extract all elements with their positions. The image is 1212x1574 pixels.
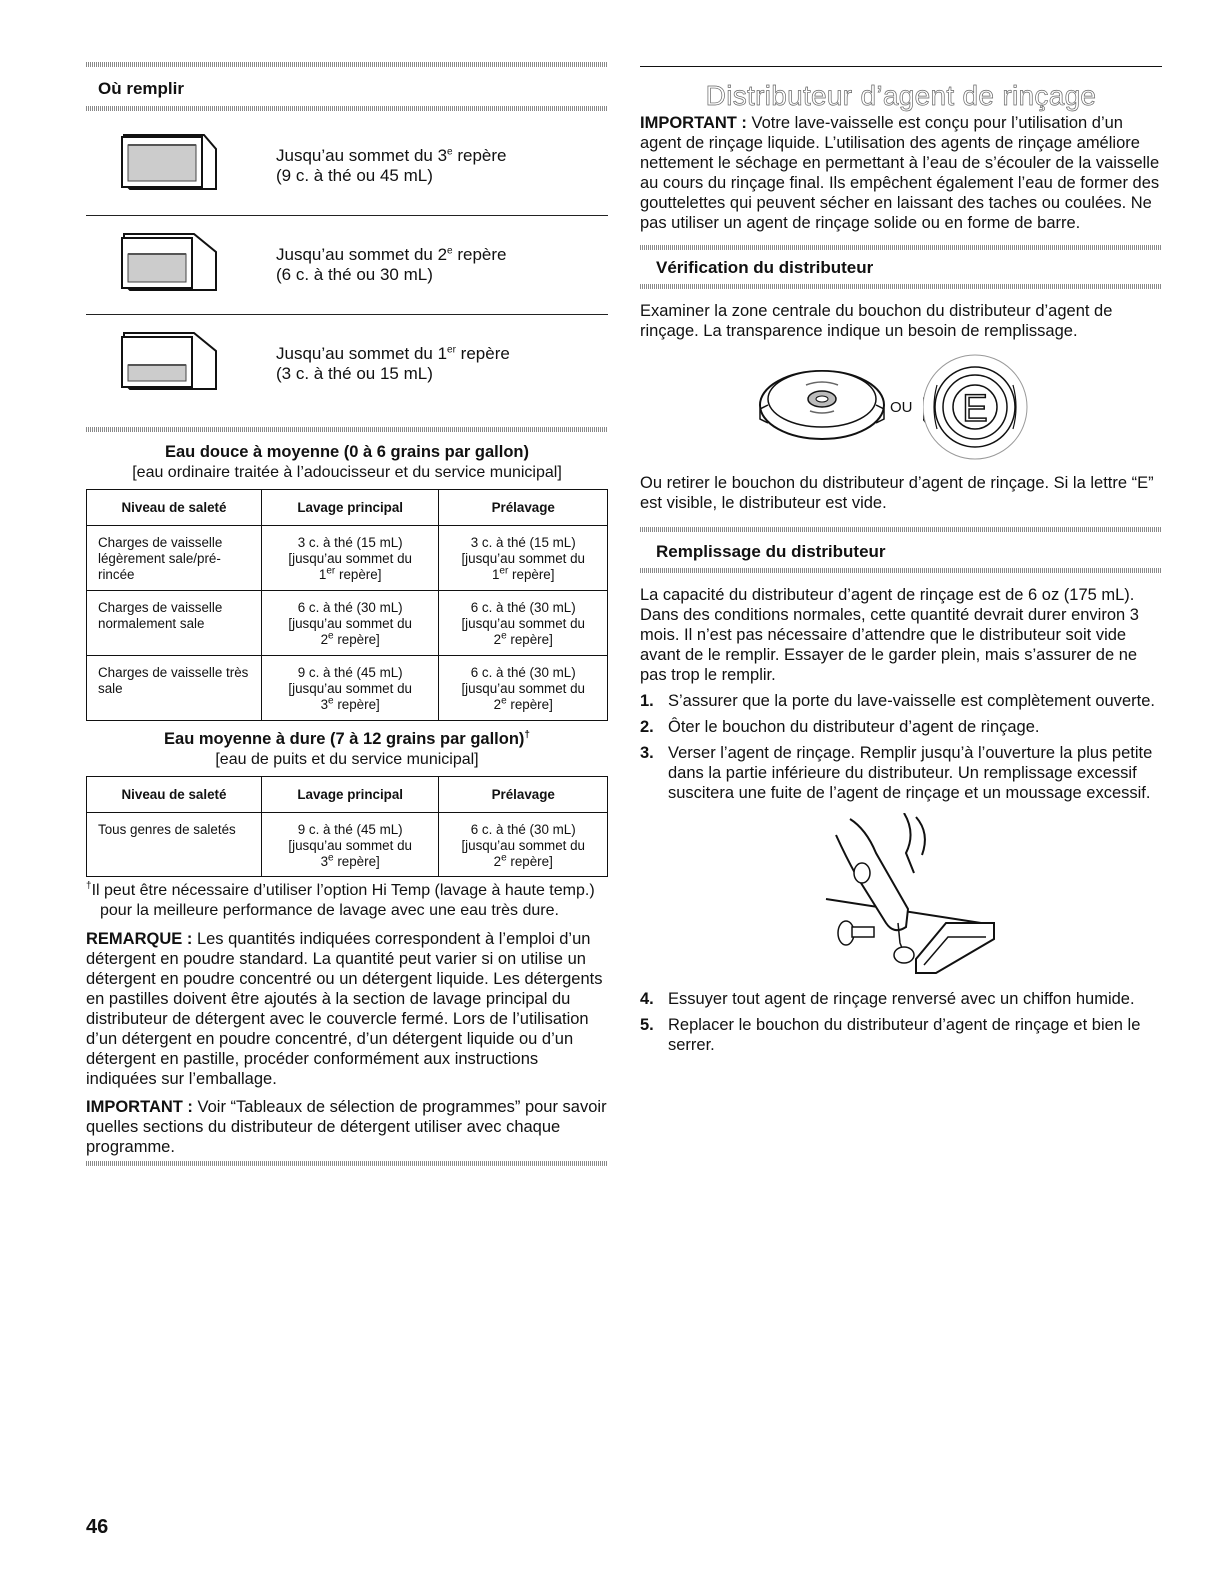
table-row — [87, 591, 608, 656]
remove-cap-text: Ou retirer le bouchon du distributeur d’agent de rinçage. Si la lettre “E” est visible, le distributeur est vide. — [640, 474, 1154, 512]
page-number: 46 — [86, 1516, 109, 1538]
verification-text: Examiner la zone centrale du bouchon du distributeur d’agent de rinçage. La transparence indique un besoin de remplissage. — [640, 302, 1113, 340]
top-rule — [640, 66, 1162, 67]
steps-list — [640, 989, 1162, 1055]
dotted-rule — [640, 568, 1162, 573]
cell-level: Charges de vaisselle légèrement sale/pré-rincée — [87, 526, 262, 591]
table1-title: Eau douce à moyenne (0 à 6 grains par gallon) — [164, 443, 529, 461]
subsection-title-verification: Vérification du distributeur — [656, 258, 874, 277]
fill-level-row — [86, 315, 608, 413]
table-header-row — [87, 777, 608, 813]
cell-main-wash: 3 c. à thé (15 mL) [jusqu’au sommet du 1er repère] — [261, 526, 439, 591]
left-column — [86, 62, 608, 1166]
detergent-cup-3-icon — [86, 129, 276, 204]
dotted-rule — [86, 1161, 608, 1166]
section-title-ou-remplir: Où remplir — [98, 79, 184, 98]
cell-prewash: 6 c. à thé (30 mL) [jusqu’au sommet du 2e repère] — [439, 813, 608, 877]
dosage-table-soft-water — [86, 489, 608, 721]
detergent-cup-1-icon — [86, 327, 276, 402]
svg-text:E: E — [962, 388, 988, 430]
cell-main-wash: 9 c. à thé (45 mL) [jusqu’au sommet du 3e repère] — [261, 813, 439, 877]
fill-level-text: Jusqu’au sommet du 2e repère (6 c. à thé ou 30 mL) — [276, 245, 507, 284]
cell-prewash: 3 c. à thé (15 mL) [jusqu’au sommet du 1er repère] — [439, 526, 608, 591]
cell-prewash: 6 c. à thé (30 mL) [jusqu’au sommet du 2e repère] — [439, 591, 608, 656]
footnote: †Il peut être nécessaire d’utiliser l’option Hi Temp (lavage à haute temp.) pour la meilleure performance de lavage avec une eau très dure. — [86, 880, 595, 919]
fill-level-row — [86, 216, 608, 315]
hand-pouring-rinse-aid-icon — [816, 813, 996, 979]
column-header: Lavage principal — [261, 777, 439, 813]
dispenser-cap-figure — [640, 349, 1162, 467]
or-label: OU — [890, 399, 913, 416]
column-header: Prélavage — [439, 490, 608, 526]
fill-capacity-text: La capacité du distributeur d’agent de rinçage est de 6 oz (175 mL). Dans des conditions normales, cette quantité devrait durer environ 3 mois. Il n’est pas nécessaire d’attendre que le distributeur soit vide avant de le remplir. Essayer de le garder plein, mais s’assurer de ne pas trop le remplir. — [640, 586, 1139, 684]
important-paragraph: IMPORTANT : Voir “Tableaux de sélection de programmes” pour savoir quelles sections du distributeur de détergent utiliser avec chaque programme. — [86, 1098, 607, 1156]
fill-level-text: Jusqu’au sommet du 3e repère (9 c. à thé ou 45 mL) — [276, 146, 507, 185]
detergent-cup-2-icon — [86, 228, 276, 303]
table-header-row — [87, 490, 608, 526]
table2-subtitle: [eau de puits et du service municipal] — [215, 751, 479, 768]
column-header: Niveau de saleté — [87, 490, 262, 526]
table1-subtitle: [eau ordinaire traitée à l’adoucisseur et du service municipal] — [132, 464, 562, 481]
table2-heading — [86, 729, 608, 770]
steps-list — [640, 691, 1162, 803]
table-row — [87, 656, 608, 721]
cell-main-wash: 6 c. à thé (30 mL) [jusqu’au sommet du 2e repère] — [261, 591, 439, 656]
cell-level: Charges de vaisselle normalement sale — [87, 591, 262, 656]
dotted-rule — [86, 106, 608, 111]
table1-heading — [86, 442, 608, 483]
fill-level-row — [86, 117, 608, 216]
remarque-paragraph: REMARQUE : Les quantités indiquées correspondent à l’emploi d’un détergent en poudre standard. La quantité peut varier si on utilise un détergent en poudre concentré ou un détergent liquide. Les détergents en pastilles doivent être ajoutés à la section de lavage principal du distributeur de détergent avec le couvercle fermé. Lors de l’utilisation d’un détergent en poudre concentré, d’un détergent liquide ou d’un détergent en pastille, procéder conformément aux instructions indiquées sur l’emballage. — [86, 930, 603, 1088]
dotted-rule — [640, 284, 1162, 289]
rinse-cap-empty-e-icon — [923, 349, 1033, 467]
fill-levels — [86, 117, 608, 413]
fill-level-text: Jusqu’au sommet du 1er repère (3 c. à thé ou 15 mL) — [276, 344, 510, 383]
list-item: 3. Verser l’agent de rinçage. Remplir jusqu’à l’ouverture la plus petite dans la partie inférieure du distributeur. Un remplissage excessif suscitera une fuite de l’agent de rinçage et un moussage excessif. — [640, 744, 1153, 802]
dosage-table-hard-water — [86, 776, 608, 877]
cell-prewash: 6 c. à thé (30 mL) [jusqu’au sommet du 2e repère] — [439, 656, 608, 721]
table2-title: Eau moyenne à dure (7 à 12 grains par gallon)† — [164, 729, 530, 748]
table-row — [87, 813, 608, 877]
pouring-illustration — [640, 809, 1162, 975]
page-title: Distributeur d’agent de rinçage — [705, 80, 1097, 111]
list-item: 2. Ôter le bouchon du distributeur d’agent de rinçage. — [640, 718, 1040, 736]
right-column — [640, 62, 1162, 1061]
column-header: Niveau de saleté — [87, 777, 262, 813]
list-item: 1. S’assurer que la porte du lave-vaisselle est complètement ouverte. — [640, 692, 1155, 710]
list-item: 4. Essuyer tout agent de rinçage renversé avec un chiffon humide. — [640, 990, 1135, 1008]
subsection-title-remplissage: Remplissage du distributeur — [656, 542, 886, 561]
column-header: Lavage principal — [261, 490, 439, 526]
dotted-rule — [86, 427, 608, 432]
list-item: 5. Replacer le bouchon du distributeur d’agent de rinçage et bien le serrer. — [640, 1016, 1141, 1054]
column-header: Prélavage — [439, 777, 608, 813]
table-row — [87, 526, 608, 591]
cell-main-wash: 9 c. à thé (45 mL) [jusqu’au sommet du 3e repère] — [261, 656, 439, 721]
cell-level: Charges de vaisselle très sale — [87, 656, 262, 721]
cell-level: Tous genres de saletés — [87, 813, 262, 877]
important-paragraph: IMPORTANT : Votre lave-vaisselle est conçu pour l’utilisation d’un agent de rinçage liquide. L’utilisation des agents de rinçage améliore nettement le séchage en permettant à l’eau de s’écouler de la vaisselle au cours du rinçage final. Ils empêchent également l’eau de former des gouttelettes qui peuvent sécher en laissant des taches ou coulées. Ne pas utiliser un agent de rinçage solide ou en forme de barre. — [640, 114, 1160, 232]
